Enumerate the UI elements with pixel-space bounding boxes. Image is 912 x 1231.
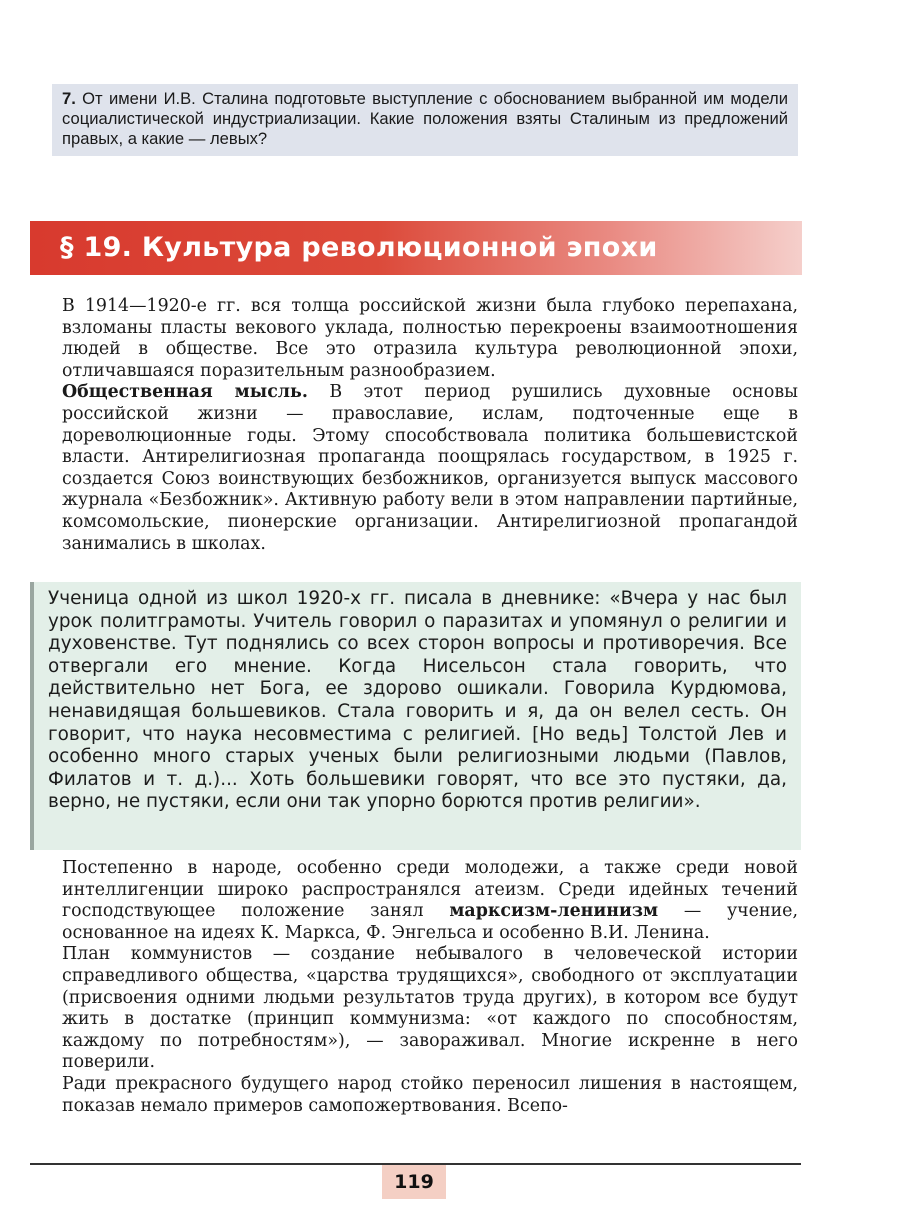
body-paragraph-3 (62, 858, 798, 944)
section-header (30, 221, 802, 275)
task-box (52, 84, 798, 156)
task-text: От имени И.В. Сталина подготовьте выступление с обоснованием выбранной им модели социалистической индустриализации. Какие положения взяты Сталиным из предложений правых, а какие — левых? (62, 89, 788, 148)
intro-text (62, 296, 798, 555)
subsection-heading: Общественная мысль. (62, 382, 308, 403)
body-paragraph-5: Ради прекрасного будущего народ стойко переносил лишения в настоящем, показав немало примеров самопожертвования. Всепо- (62, 1073, 798, 1116)
paragraph-3-start: Постепенно в народе, особенно среди молодежи, а также среди новой интеллигенции широко распространялся атеизм. Среди идейных течений господствующее положение занял (62, 858, 798, 922)
diary-quote-text: Ученица одной из школ 1920-х гг. писала в дневнике: «Вчера у нас был урок политграмоты. Учитель говорил о паразитах и упомянул о религии и духовенстве. Тут поднялись со всех сторон вопросы и противоречия. Все отвергали его мнение. Когда Нисельсон стала говорить, что действительно нет Бога, ее здорово ошикали. Говорила Курдюмова, ненавидящая большевиков. Стала говорить и я, да он велел сесть. Он говорит, что наука несовместима с религией. [Но ведь] Толстой Лев и особенно много старых ученых были религиозными людьми (Павлов, Филатов и т. д.)... Хоть большевики говорят, что все это пустяки, да, верно, не пустяки, если они так упорно борются против религии». (48, 588, 787, 813)
intro-paragraph-2 (62, 382, 798, 555)
page-number: 119 (382, 1165, 446, 1199)
term-marxism-leninism: марксизм-ленинизм (449, 901, 659, 922)
section-title: § 19. Культура революционной эпохи (60, 232, 658, 263)
diary-quote-box (30, 582, 801, 850)
task-number: 7. (62, 89, 76, 108)
body-paragraph-4: План коммунистов — создание небывалого в человеческой истории справедливого общества, «царства трудящихся», свободного от эксплуатации (присвоения одними людьми результатов труда других), в котором все будут жить в достатке (принцип коммунизма: «от каждого по способностям, каждому по потребностям»), — завораживал. Многие искренне в него поверили. (62, 944, 798, 1073)
paragraph-3-end: — учение, основанное на идеях К. Маркса, Ф. Энгельса и особенно В.И. Ленина. (62, 901, 798, 943)
body-text (62, 858, 798, 1117)
intro-paragraph-1: В 1914—1920-е гг. вся толща российской жизни была глубоко перепахана, взломаны пласты векового уклада, полностью перекроены взаимоотношения людей в обществе. Все это отразила культура революционной эпохи, отличавшаяся поразительным разнообразием. (62, 296, 798, 381)
paragraph-2-text: В этот период рушились духовные основы российской жизни — православие, ислам, подточенные еще в дореволюционные годы. Этому способствовала политика большевистской власти. Антирелигиозная пропаганда поощрялась государством, в 1925 г. создается Союз воинствующих безбожников, организуется выпуск массового журнала «Безбожник». Активную работу вели в этом направлении партийные, комсомольские, пионерские организации. Антирелигиозной пропагандой занимались в школах. (62, 382, 798, 554)
